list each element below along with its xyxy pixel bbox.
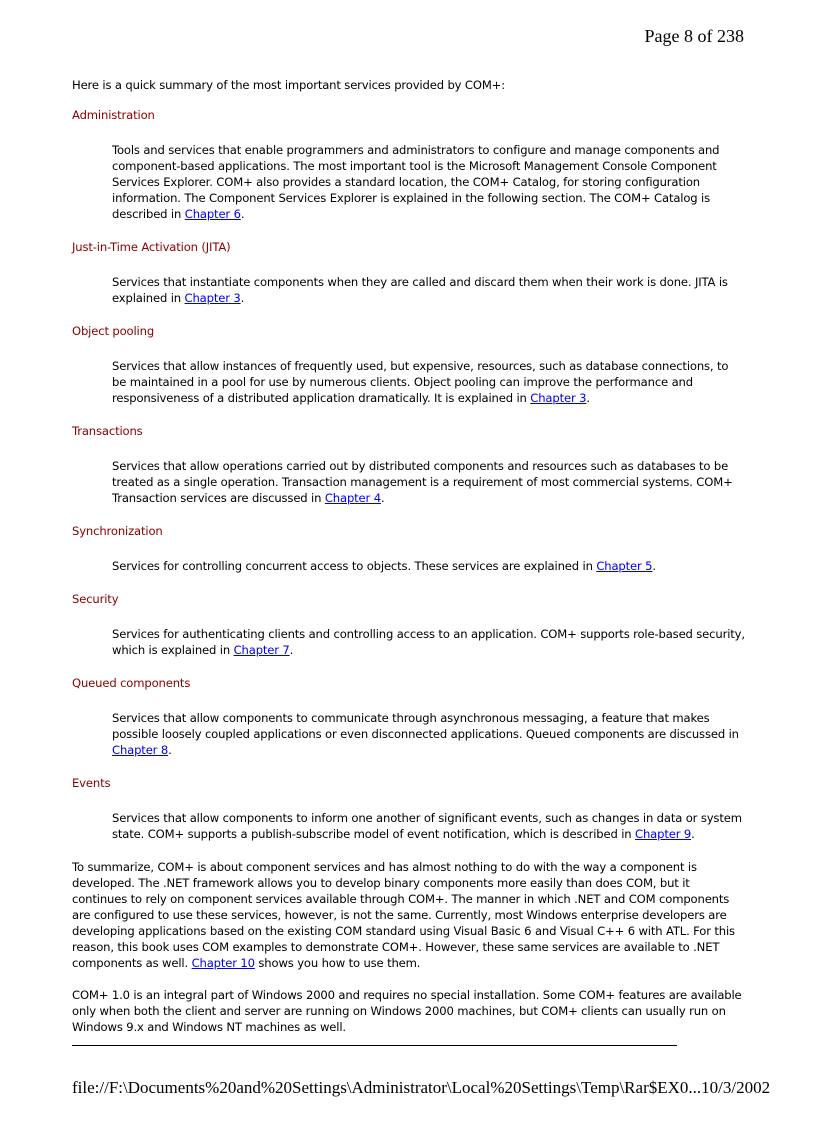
desc-queued-components <box>112 710 746 758</box>
desc-punct: . <box>240 207 245 221</box>
heading-queued-components: Queued components <box>72 676 191 690</box>
heading-object-pooling: Object pooling <box>72 324 155 338</box>
closing-paragraph: COM+ 1.0 is an integral part of Windows 2000 and requires no special installation. Some COM+ features are available only when both the client and server are running on Windows 2000 machines, but COM+ clients can usually run on Windows 9.x and Windows NT machines as well. <box>72 988 742 1034</box>
desc-text: Services for controlling concurrent access to objects. These services are explained in <box>112 559 597 573</box>
desc-text: Services for authenticating clients and controlling access to an application. COM+ supports role-based security, which is explained in <box>112 627 745 657</box>
footer-date: 10/3/2002 <box>701 1078 771 1097</box>
chapter-6-link[interactable]: Chapter 6 <box>184 207 241 221</box>
desc-punct: . <box>691 827 695 841</box>
desc-punct: . <box>289 643 294 657</box>
desc-text: Tools and services that enable programmers and administrators to configure and manage components and component-based applications. The most important tool is the Microsoft Management Console Component Services Explorer. COM+ also provides a standard location, the COM+ Catalog, for storing configuration information. The Component Services Explorer is explained in the following section. The COM+ Catalog is described in <box>112 143 720 221</box>
summary-tail: shows you how to use them. <box>254 956 421 970</box>
desc-events <box>112 810 746 842</box>
chapter-3-link[interactable]: Chapter 3 <box>530 391 587 405</box>
desc-object-pooling <box>112 358 746 406</box>
desc-punct: . <box>586 391 590 405</box>
footer-file-path: file://F:\Documents%20and%20Settings\Administrator\Local%20Settings\Temp\Rar$EX0... <box>72 1078 702 1097</box>
chapter-7-link[interactable]: Chapter 7 <box>233 643 290 657</box>
heading-events: Events <box>72 776 111 790</box>
chapter-4-link[interactable]: Chapter 4 <box>324 491 381 505</box>
desc-text: Services that instantiate components when they are called and discard them when their work is done. JITA is explained in <box>112 275 728 305</box>
desc-synchronization <box>112 558 746 574</box>
desc-punct: . <box>240 291 245 305</box>
intro-paragraph: Here is a quick summary of the most important services provided by COM+: <box>72 78 505 92</box>
desc-text: Services that allow components to inform one another of significant events, such as changes in data or system state. COM+ supports a publish-subscribe model of event notification, which is described in <box>112 811 742 841</box>
desc-text: Services that allow components to communicate through asynchronous messaging, a feature that makes possible loosely coupled applications or even disconnected applications. Queued components are discussed in <box>112 711 739 741</box>
document-body <box>72 77 746 1035</box>
desc-jita <box>112 274 746 306</box>
desc-punct: . <box>168 743 172 757</box>
chapter-8-link[interactable]: Chapter 8 <box>112 743 169 757</box>
desc-punct: . <box>652 559 656 573</box>
footer-rule <box>72 1045 677 1046</box>
chapter-3-link[interactable]: Chapter 3 <box>184 291 241 305</box>
desc-transactions <box>112 458 746 506</box>
page-footer <box>72 1078 771 1098</box>
summary-text: To summarize, COM+ is about component services and has almost nothing to do with the way a component is developed. The .NET framework allows you to develop binary components more easily than does COM, but it continues to rely on component services available through COM+. The manner in which .NET and COM components are configured to use these services, however, is not the same. Currently, most Windows enterprise developers are developing applications based on the existing COM standard using Visual Basic 6 and Visual C++ 6 with ATL. For this reason, this book uses COM examples to demonstrate COM+. However, these same services are available to .NET components as well. <box>72 860 735 970</box>
page-number: Page 8 of 238 <box>644 26 744 46</box>
chapter-10-link[interactable]: Chapter 10 <box>191 956 255 970</box>
summary-paragraph <box>72 859 746 971</box>
desc-administration <box>112 142 746 222</box>
heading-synchronization: Synchronization <box>72 524 163 538</box>
heading-transactions: Transactions <box>72 424 143 438</box>
desc-punct: . <box>380 491 385 505</box>
desc-text: Services that allow operations carried out by distributed components and resources such as databases to be treated as a single operation. Transaction management is a requirement of most commercial systems. COM+ Transaction services are discussed in <box>112 459 733 505</box>
heading-security: Security <box>72 592 119 606</box>
desc-text: Services that allow instances of frequently used, but expensive, resources, such as database connections, to be maintained in a pool for use by numerous clients. Object pooling can improve the performance and responsiveness of a distributed application dramatically. It is explained in <box>112 359 729 405</box>
chapter-9-link[interactable]: Chapter 9 <box>635 827 692 841</box>
heading-jita: Just-in-Time Activation (JITA) <box>72 240 231 254</box>
desc-security <box>112 626 746 658</box>
heading-administration: Administration <box>72 108 155 122</box>
chapter-5-link[interactable]: Chapter 5 <box>596 559 653 573</box>
